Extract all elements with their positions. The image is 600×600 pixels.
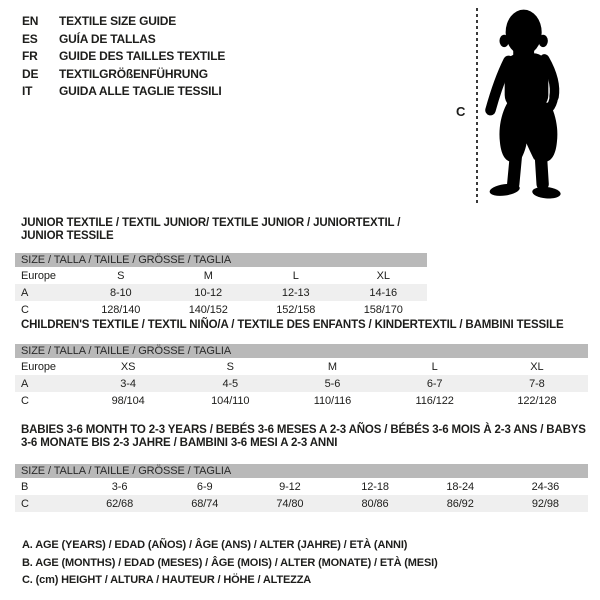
size-cell: 152/158 bbox=[276, 303, 316, 316]
language-row bbox=[22, 31, 225, 49]
language-label: GUÍA DE TALLAS bbox=[59, 31, 156, 46]
language-label: GUIDE DES TAILLES TEXTILE bbox=[59, 49, 226, 63]
size-cell: 80/86 bbox=[361, 497, 389, 510]
size-cell: 9-12 bbox=[279, 480, 301, 493]
size-cell: 122/128 bbox=[517, 394, 557, 407]
language-label: GUIDA ALLE TAGLIE TESSILI bbox=[59, 84, 222, 98]
size-cell: 12-18 bbox=[361, 480, 389, 493]
size-cell: L bbox=[431, 360, 438, 373]
size-table bbox=[15, 358, 588, 409]
size-cell: 5-6 bbox=[324, 377, 341, 390]
size-cell: M bbox=[327, 360, 337, 373]
size-table-junior bbox=[15, 217, 427, 318]
language-row bbox=[22, 83, 225, 101]
table-row bbox=[15, 478, 588, 495]
size-cell: 3-6 bbox=[111, 480, 128, 493]
size-cell: XS bbox=[120, 360, 136, 373]
language-code: FR bbox=[22, 49, 38, 63]
size-cell: 18-24 bbox=[446, 480, 475, 493]
size-cell: 68/74 bbox=[191, 497, 219, 510]
size-cell: 12-13 bbox=[281, 286, 310, 299]
size-header-bar: SIZE / TALLA / TAILLE / GRÖSSE / TAGLIA bbox=[15, 344, 588, 358]
size-cell: XL bbox=[376, 269, 390, 282]
language-code: EN bbox=[22, 14, 39, 28]
row-label: C bbox=[21, 394, 29, 407]
language-code: ES bbox=[22, 31, 38, 46]
size-cell: 7-8 bbox=[529, 377, 545, 390]
table-row bbox=[15, 358, 588, 375]
row-label: Europe bbox=[21, 360, 56, 373]
size-cell: 104/110 bbox=[211, 394, 250, 407]
size-cell: 92/98 bbox=[531, 497, 559, 510]
language-row bbox=[22, 66, 225, 84]
size-cell: 4-5 bbox=[222, 377, 239, 390]
size-cell: S bbox=[117, 269, 125, 282]
size-cell: 62/68 bbox=[106, 497, 134, 510]
size-table bbox=[15, 267, 427, 318]
row-label: B bbox=[21, 480, 29, 493]
size-cell: 86/92 bbox=[446, 497, 474, 510]
size-cell: 10-12 bbox=[194, 286, 223, 299]
size-cell: 116/122 bbox=[415, 394, 454, 407]
table-row bbox=[15, 301, 427, 318]
table-row bbox=[15, 267, 427, 284]
row-label: C bbox=[21, 497, 29, 510]
size-cell: 6-9 bbox=[196, 480, 213, 493]
size-cell: XL bbox=[530, 360, 544, 373]
baby-silhouette-icon bbox=[479, 2, 593, 206]
height-measure-label: C bbox=[456, 104, 466, 119]
size-cell: 110/116 bbox=[313, 394, 352, 407]
size-cell: 14-16 bbox=[369, 286, 398, 299]
row-label: A bbox=[21, 286, 29, 299]
size-cell: 3-4 bbox=[120, 377, 136, 390]
size-cell: 128/140 bbox=[101, 303, 141, 316]
size-cell: M bbox=[203, 269, 213, 282]
table-row bbox=[15, 392, 588, 409]
size-cell: S bbox=[226, 360, 234, 373]
size-cell: 24-36 bbox=[531, 480, 560, 493]
size-cell: L bbox=[292, 269, 299, 282]
table-row bbox=[15, 495, 588, 512]
footnote-b: B. AGE (MONTHS) / EDAD (MESES) / ÂGE (MOIS) / ALTER (MONATE) / ETÀ (MESI) bbox=[22, 556, 438, 569]
language-code: DE bbox=[22, 66, 39, 81]
size-cell: 158/170 bbox=[363, 303, 403, 316]
size-cell: 98/104 bbox=[111, 394, 145, 407]
table-row bbox=[15, 375, 588, 392]
size-cell: 8-10 bbox=[109, 286, 132, 299]
language-row bbox=[22, 48, 225, 66]
size-cell: 6-7 bbox=[426, 377, 443, 390]
table-row bbox=[15, 284, 427, 301]
language-title-block bbox=[22, 13, 225, 101]
row-label: A bbox=[21, 377, 29, 390]
footnote-c: C. (cm) HEIGHT / ALTURA / HAUTEUR / HÖHE / ALTEZZA bbox=[22, 574, 312, 586]
row-label: C bbox=[21, 303, 29, 316]
size-header-bar: SIZE / TALLA / TAILLE / GRÖSSE / TAGLIA bbox=[15, 253, 427, 267]
row-label: Europe bbox=[21, 269, 56, 282]
size-cell: 74/80 bbox=[276, 497, 304, 510]
table-title: BABIES 3-6 MONTH TO 2-3 YEARS / BEBÉS 3-6 MESES A 2-3 AÑOS / BÉBÉS 3-6 MOIS À 2-3 ANS / BABYS 3-6 MONATE BIS 2-3 JAHRE / BAMBINI 3-6 MESI A 2-3 ANNI bbox=[21, 424, 586, 449]
size-cell: 140/152 bbox=[188, 303, 228, 316]
table-title: JUNIOR TEXTILE / TEXTIL JUNIOR/ TEXTILE JUNIOR / JUNIORTEXTIL / JUNIOR TESSILE bbox=[21, 217, 401, 242]
height-measure-dotted-line bbox=[476, 8, 478, 206]
size-header-bar: SIZE / TALLA / TAILLE / GRÖSSE / TAGLIA bbox=[15, 464, 588, 478]
footnote-a: A. AGE (YEARS) / EDAD (AÑOS) / ÂGE (ANS) / ALTER (JAHRE) / ETÀ (ANNI) bbox=[22, 539, 408, 551]
size-table-babies bbox=[15, 424, 588, 512]
table-title: CHILDREN'S TEXTILE / TEXTIL NIÑO/A / TEXTILE DES ENFANTS / KINDERTEXTIL / BAMBINI TESSILE bbox=[21, 319, 564, 331]
size-table-children bbox=[15, 319, 588, 409]
language-label: TEXTILE SIZE GUIDE bbox=[59, 14, 177, 28]
language-row bbox=[22, 13, 225, 31]
language-label: TEXTILGRÖßENFÜHRUNG bbox=[59, 66, 208, 81]
footnotes-block bbox=[22, 537, 438, 590]
size-table bbox=[15, 478, 588, 512]
language-code: IT bbox=[22, 84, 33, 98]
